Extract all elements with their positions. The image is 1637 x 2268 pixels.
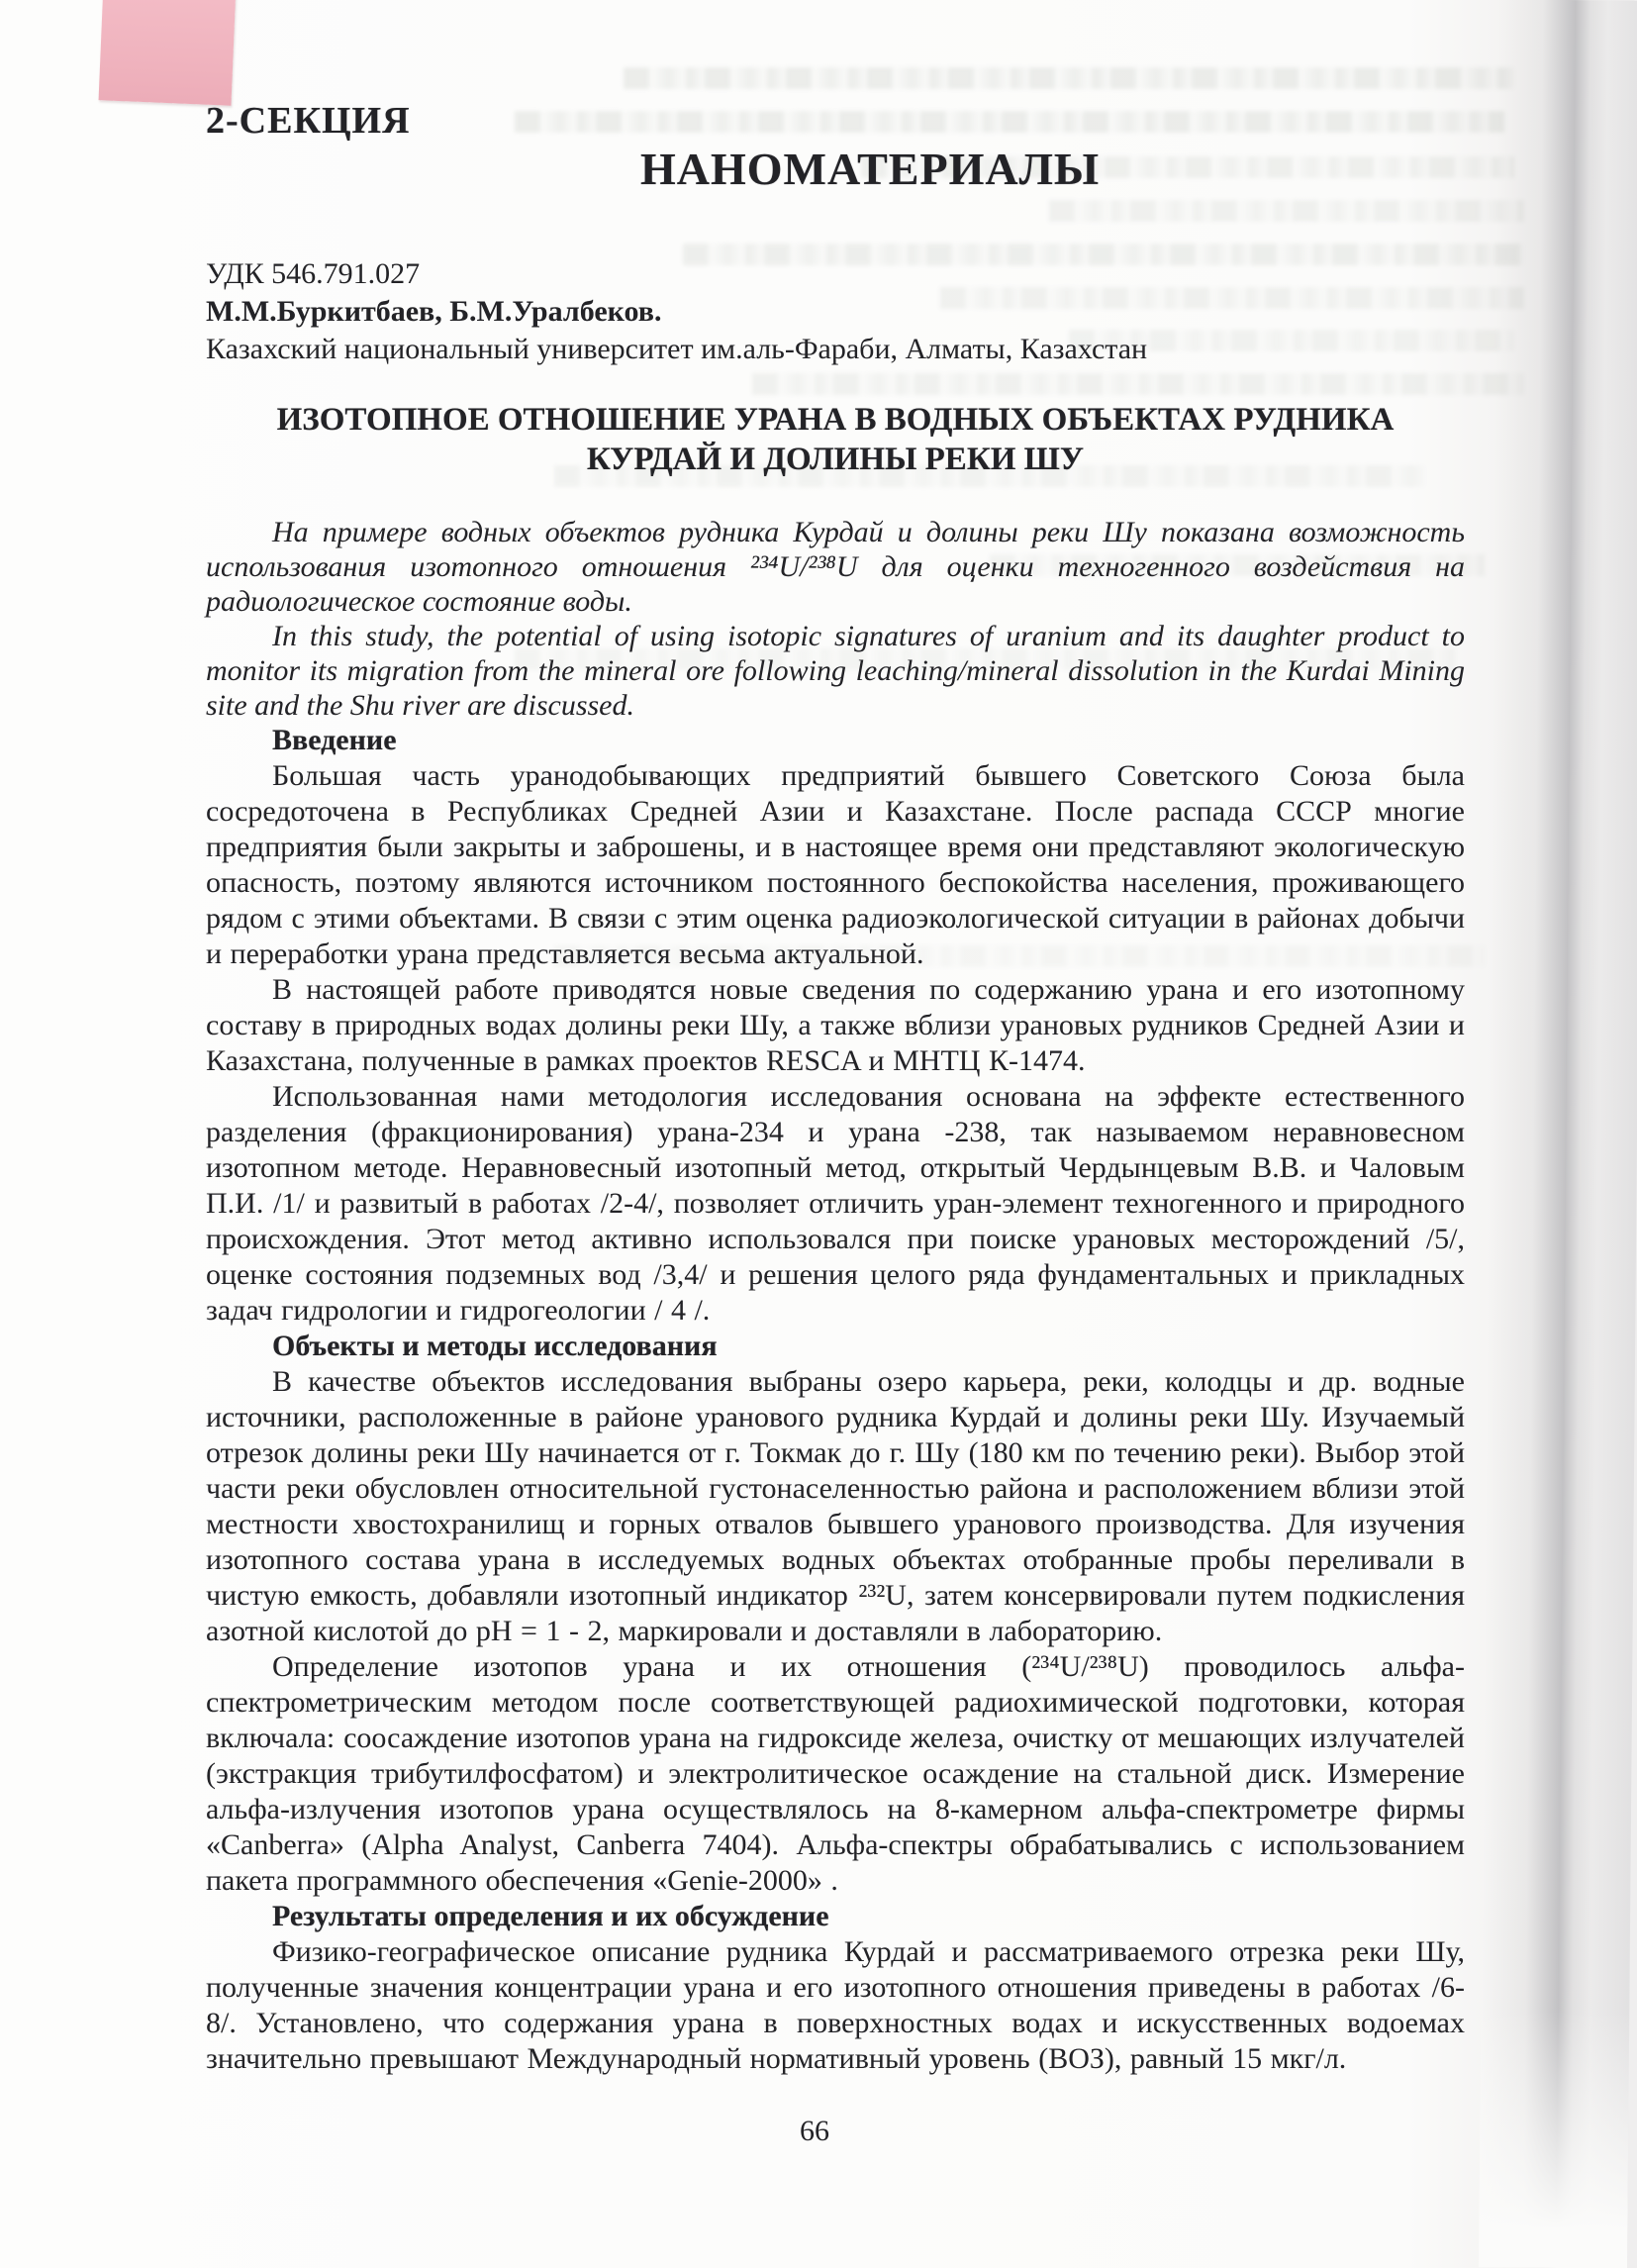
section-label: 2-СЕКЦИЯ: [206, 100, 411, 142]
page-edge-shadow: [1479, 0, 1637, 2268]
affiliation: Казахский национальный университет им.аль-Фараби, Алматы, Казахстан: [206, 333, 1148, 365]
paragraph: Физико-географическое описание рудника Курдай и рассматриваемого отрезка реки Шу, полученные значения концентрации урана и его изотопного отношения приведены в работах /6-8/. Установлено, что содержания урана в поверхностных водах и искусственных водоемах значительно превышают Международный нормативный уровень (ВОЗ), равный 15 мкг/л.: [206, 1935, 1465, 2075]
udk-number: УДК 546.791.027: [206, 257, 421, 290]
section-heading-methods: Объекты и методы исследования: [272, 1330, 718, 1362]
proceedings-title: НАНОМАТЕРИАЛЫ: [639, 144, 1101, 194]
page-number: 66: [800, 2115, 829, 2147]
section-heading-introduction: Введение: [272, 724, 397, 756]
abstract-russian: На примере водных объектов рудника Курдай и долины реки Шу показана возможность использования изотопного отношения ²³⁴U/²³⁸U для оценки техногенного воздействия на радиологическое состояние воды.: [206, 516, 1465, 618]
paragraph: Определение изотопов урана и их отношения (²³⁴U/²³⁸U) проводилось альфа-спектрометрическим методом после соответствующей радиохимической подготовки, которая включала: соосаждение изотопов урана на гидроксиде железа, очистку от мешающих излучателей (экстракция трибутилфосфатом) и электролитическое осаждение на стальной диск. Измерение альфа-излучения изотопов урана осуществлялось на 8-камерном альфа-спектрометре фирмы «Canberra» (Alpha Analyst, Canberra 7404). Альфа-спектры обрабатывались с использованием пакета программного обеспечения «Genie-2000» .: [206, 1650, 1465, 1897]
bleed-through-text: [624, 67, 1514, 89]
authors: М.М.Буркитбаев, Б.М.Уралбеков.: [206, 295, 662, 328]
paragraph: Использованная нами методология исследования основана на эффекте естественного разделения (фракционирования) урана-234 и урана -238, так называемом неравновесном изотопном методе. Неравновесный изотопный метод, открытый Чердынцевым В.В. и Чаловым П.И. /1/ и развитый в работах /2-4/, позволяет отличить уран-элемент техногенного и природного происхождения. Этот метод активно использовался при поиске урановых месторождений /5/, оценке состояния подземных вод /3,4/ и решения целого ряда фундаментальных и прикладных задач гидрологии и гидрогеологии / 4 /.: [206, 1080, 1465, 1327]
paragraph: Большая часть уранодобывающих предприятий бывшего Советского Союза была сосредоточена в Республиках Средней Азии и Казахстане. После распада СССР многие предприятия были закрыты и заброшены, и в настоящее время они представляют экологическую опасность, поэтому являются источником постоянного беспокойства населения, проживающего рядом с этими объектами. В связи с этим оценка радиоэкологической ситуации в районах добычи и переработки урана представляется весьма актуальной.: [206, 759, 1465, 970]
paragraph: В качестве объектов исследования выбраны озеро карьера, реки, колодцы и др. водные источники, расположенные в районе уранового рудника Курдай и долины реки Шу. Изучаемый отрезок долины реки Шу начинается от г. Токмак до г. Шу (180 км по течению реки). Выбор этой части реки обусловлен относительной густонаселенностью района и расположением вблизи этой местности хвостохранилищ и горных отвалов бывшего уранового производства. Для изучения изотопного состава урана в исследуемых водных объектах отобранные пробы переливали в чистую емкость, добавляли изотопный индикатор ²³²U, затем консервировали путем подкисления азотной кислотой до pH = 1 - 2, маркировали и доставляли в лабораторию.: [206, 1365, 1465, 1647]
article-title: ИЗОТОПНОЕ ОТНОШЕНИЕ УРАНА В ВОДНЫХ ОБЪЕКТАХ РУДНИКА КУРДАЙ И ДОЛИНЫ РЕКИ ШУ: [276, 402, 1395, 477]
sticky-note: [99, 0, 237, 106]
paragraph: В настоящей работе приводятся новые сведения по содержанию урана и его изотопному составу в природных водах долины реки Шу, а также вблизи урановых рудников Средней Азии и Казахстана, полученные в рамках проектов RESCA и МНТЦ К-1474.: [206, 973, 1465, 1077]
abstract-english: In this study, the potential of using isotopic signatures of uranium and its daughter product to monitor its migration from the mineral ore following leaching/mineral dissolution in the Kurdai Mining site and the Shu river are discussed.: [206, 620, 1465, 722]
section-heading-results: Результаты определения и их обсуждение: [272, 1900, 829, 1932]
article-content: [206, 99, 1465, 2077]
